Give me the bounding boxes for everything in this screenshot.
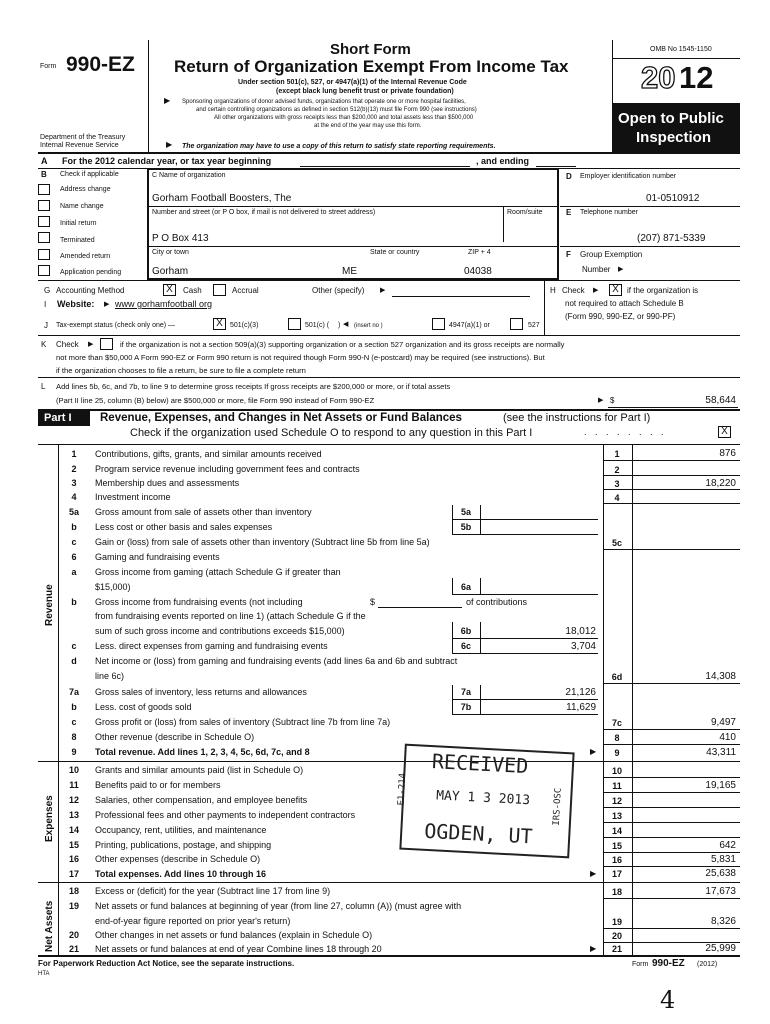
line-14-box: 14 xyxy=(611,826,622,836)
row-h-label: H xyxy=(550,286,556,295)
line-7a-inner-amount[interactable]: 21,126 xyxy=(565,687,596,698)
org-info-box xyxy=(147,168,559,280)
org-street[interactable]: P O Box 413 xyxy=(152,233,209,244)
line-1-text: Contributions, gifts, grants, and similar amounts received xyxy=(95,449,322,459)
line-6b-text3: sum of such gross income and contributions exceeds $15,000) xyxy=(95,626,345,636)
label-address-change: Address change xyxy=(60,186,111,193)
row-l-dollar: $ xyxy=(610,396,615,405)
line-3-amount[interactable]: 18,220 xyxy=(705,478,736,489)
arrow-icon: ▶ xyxy=(593,287,599,294)
title-main: Return of Organization Exempt From Income Tax xyxy=(174,57,569,76)
side-label-revenue: Revenue xyxy=(44,584,55,626)
org-zip[interactable]: 04038 xyxy=(464,266,492,277)
checkbox-application-pending[interactable] xyxy=(38,265,50,276)
label-501c-close: ) xyxy=(338,322,341,329)
line-8-amount[interactable]: 410 xyxy=(719,732,736,743)
ein-value[interactable]: 01-0510912 xyxy=(646,193,700,204)
line-6b-inner-box: 6b xyxy=(460,626,472,636)
org-city[interactable]: Gorham xyxy=(152,266,189,277)
room-label: Room/suite xyxy=(507,209,543,216)
label-terminated: Terminated xyxy=(60,237,95,244)
row-l-line2: (Part II line 25, column (B) below) are $500,000 or more, file Form 990 instead of Form 990-EZ xyxy=(56,396,375,405)
label-4947: 4947(a)(1) or xyxy=(449,322,490,329)
row-k-line3: if the organization chooses to file a return, be sure to file a complete return xyxy=(56,366,306,375)
bullet-arrow-1: ▶ xyxy=(164,96,171,105)
side-label-expenses: Expenses xyxy=(44,795,55,842)
row-h-text2: not required to attach Schedule B xyxy=(565,299,684,308)
line-20-box: 20 xyxy=(611,931,622,941)
line-7b-num: b xyxy=(71,702,77,712)
row-k-label: K xyxy=(41,340,47,349)
line-9-num: 9 xyxy=(71,747,77,757)
website-value[interactable]: www gorhamfootball org xyxy=(115,299,213,309)
line-5b-num: b xyxy=(71,522,77,532)
label-initial-return: Initial return xyxy=(60,220,97,227)
checkbox-amended-return[interactable] xyxy=(38,249,50,260)
line-6a-text: Gross income from gaming (attach Schedule G if greater than xyxy=(95,567,341,577)
line-9-amount[interactable]: 43,311 xyxy=(706,747,736,758)
row-h-check: Check xyxy=(562,286,585,295)
label-501c3: 501(c)(3) xyxy=(230,322,259,329)
line-15-num: 15 xyxy=(68,840,79,850)
arrow-icon: ▶ xyxy=(104,301,110,308)
side-label-net-assets: Net Assets xyxy=(44,900,55,952)
line-5a-inner-box: 5a xyxy=(460,507,471,517)
footer-form-word: Form xyxy=(632,961,649,968)
row-a-ending: , and ending xyxy=(476,156,529,166)
line-17-num: 17 xyxy=(68,869,79,879)
line-1-amount[interactable]: 876 xyxy=(719,448,736,459)
stamp-received: RECEIVED xyxy=(431,749,529,779)
checkbox-accrual[interactable] xyxy=(213,284,226,296)
title-short-form: Short Form xyxy=(330,41,411,58)
zip-label: ZIP + 4 xyxy=(468,249,491,256)
section-b-label: B xyxy=(41,170,47,179)
row-i-label: I xyxy=(44,300,47,309)
line-6b-num: b xyxy=(71,597,77,607)
row-j-text: Tax-exempt status (check only one) — xyxy=(56,322,176,329)
line-6b-text: Gross income from fundraising events (not including xyxy=(95,597,303,607)
row-j-label: J xyxy=(44,321,48,330)
line-19-amount[interactable]: 8,326 xyxy=(710,916,736,927)
line-8-num: 8 xyxy=(71,732,77,742)
line-11-text: Benefits paid to or for members xyxy=(95,780,221,790)
checkbox-terminated[interactable] xyxy=(38,232,50,243)
line-7c-box: 7c xyxy=(611,718,622,728)
line-6b-inner-amount[interactable]: 18,012 xyxy=(565,626,596,637)
line-9-box: 9 xyxy=(614,748,620,758)
gross-receipts-amount[interactable]: 58,644 xyxy=(705,395,736,406)
line-14-num: 14 xyxy=(68,825,79,835)
line-6c-text: Less. direct expenses from gaming and fundraising events xyxy=(95,641,328,651)
org-state[interactable]: ME xyxy=(342,266,357,277)
line-7b-inner-amount[interactable]: 11,629 xyxy=(566,702,596,713)
checkbox-501c3[interactable]: X xyxy=(213,318,226,330)
stamp-city: OGDEN, UT xyxy=(423,818,534,849)
checkbox-schedule-o[interactable]: X xyxy=(718,426,731,438)
line-21-amount[interactable]: 25,999 xyxy=(705,943,736,954)
arrow-left-icon: ◀ xyxy=(343,321,349,328)
arrow-icon: ▶ xyxy=(598,397,604,404)
line-19-num: 19 xyxy=(68,901,79,911)
form-number: 990-EZ xyxy=(66,53,135,76)
checkbox-name-change[interactable] xyxy=(38,200,50,211)
bullet1b: and certain controlling organizations as defined in section 512(b)(13) must file Form 990 (see instructions) xyxy=(196,107,477,113)
row-g-text: Accounting Method xyxy=(56,286,125,295)
line-7b-text: Less. cost of goods sold xyxy=(95,702,192,712)
line-7b-inner-box: 7b xyxy=(460,702,472,712)
line-6b-text2: from fundraising events reported on line 1) (attach Schedule G if the xyxy=(95,611,366,621)
row-a-label: A xyxy=(41,156,48,166)
section-d-label: D xyxy=(566,172,572,181)
section-f-number: Number xyxy=(582,265,611,274)
street-label: Number and street (or P O box, if mail is not delivered to street address) xyxy=(152,209,376,216)
part-i-title-note: (see the instructions for Part I) xyxy=(503,412,651,424)
line-2-num: 2 xyxy=(71,464,77,474)
bullet1d: at the end of the year may use this form. xyxy=(314,123,422,129)
label-cash: Cash xyxy=(183,286,202,295)
row-h-text3: (Form 990, 990-EZ, or 990-PF) xyxy=(565,312,676,321)
line-1-box: 1 xyxy=(614,449,620,459)
open-public-line1: Open to Public xyxy=(618,110,724,127)
part-i-title: Revenue, Expenses, and Changes in Net Assets or Fund Balances xyxy=(100,412,462,424)
line-5b-inner-box: 5b xyxy=(460,522,472,532)
label-amended-return: Amended return xyxy=(60,253,111,260)
line-5c-num: c xyxy=(71,537,77,547)
line-6b-text-b: of contributions xyxy=(466,597,528,607)
line-12-box: 12 xyxy=(611,796,622,806)
line-4-text: Investment income xyxy=(95,492,171,502)
line-6c-num: c xyxy=(71,641,77,651)
part-i-tag: Part I xyxy=(44,412,72,424)
line-7a-text: Gross sales of inventory, less returns and allowances xyxy=(95,687,307,697)
line-1-num: 1 xyxy=(71,449,77,459)
row-a-text: For the 2012 calendar year, or tax year beginning xyxy=(62,156,272,166)
org-name-label: C Name of organization xyxy=(152,172,226,179)
handwritten-page-mark: 4 xyxy=(660,986,676,1014)
line-6-num: 6 xyxy=(71,552,77,562)
form-word: Form xyxy=(40,63,57,70)
line-19-text2: end-of-year figure reported on prior year's return) xyxy=(95,916,291,926)
arrow-icon: ▶ xyxy=(590,747,597,756)
line-6d-num: d xyxy=(71,656,77,666)
irs-label: Internal Revenue Service xyxy=(40,142,119,149)
line-6c-inner-box: 6c xyxy=(460,641,471,651)
dept-treasury: Department of the Treasury xyxy=(40,134,126,141)
line-19-box: 19 xyxy=(611,917,622,927)
line-6d-text: Net income or (loss) from gaming and fundraising events (add lines 6a and 6b and subtract xyxy=(95,656,458,666)
arrow-icon: ▶ xyxy=(590,944,597,953)
line-4-num: 4 xyxy=(71,492,77,502)
checkbox-527[interactable] xyxy=(510,318,523,330)
line-5b-text: Less cost or other basis and sales expenses xyxy=(95,522,273,532)
checkbox-initial-return[interactable] xyxy=(38,216,50,227)
label-accrual: Accrual xyxy=(232,286,259,295)
footer-paperwork: For Paperwork Reduction Act Notice, see the separate instructions. xyxy=(38,959,295,968)
checkbox-schedule-b[interactable]: X xyxy=(609,284,622,296)
checkbox-501c[interactable] xyxy=(288,318,301,330)
line-6d-amount[interactable]: 14,308 xyxy=(705,671,736,682)
line-10-box: 10 xyxy=(611,766,622,776)
state-label: State or country xyxy=(370,249,420,256)
omb-number: OMB No 1545-1150 xyxy=(650,46,712,53)
line-13-num: 13 xyxy=(68,810,79,820)
line-5c-text: Gain or (loss) from sale of assets other than inventory (Subtract line 5b from line 5a) xyxy=(95,537,430,547)
line-5c-box: 5c xyxy=(611,538,622,548)
label-insert-no: (insert no ) xyxy=(354,323,383,329)
tax-year-outline: 20 xyxy=(641,60,676,95)
line-11-num: 11 xyxy=(69,780,79,790)
row-g-label: G xyxy=(44,286,51,295)
section-f-label: F xyxy=(566,250,571,259)
line-4-box: 4 xyxy=(614,493,620,503)
stamp-right-code: IRS-OSC xyxy=(551,787,564,826)
line-7c-num: c xyxy=(71,717,77,727)
part-i-check-line: Check if the organization used Schedule O to respond to any question in this Part I xyxy=(130,427,533,439)
line-12-num: 12 xyxy=(68,795,79,805)
line-3-box: 3 xyxy=(614,479,620,489)
section-b-title: Check if applicable xyxy=(60,171,119,178)
line-11-amount[interactable]: 19,165 xyxy=(705,780,736,791)
line-6b-dollar: $ xyxy=(370,597,376,607)
part-i-leaders: . . . . . . . . xyxy=(584,427,667,437)
open-public-line2: Inspection xyxy=(636,129,712,146)
line-10-num: 10 xyxy=(68,765,79,775)
line-16-box: 16 xyxy=(611,855,622,865)
footer-form-number: 990-EZ xyxy=(652,958,685,969)
line-5a-text: Gross amount from sale of assets other than inventory xyxy=(95,507,312,517)
row-l-label: L xyxy=(41,382,46,391)
label-name-change: Name change xyxy=(60,203,104,210)
line-11-box: 11 xyxy=(612,781,622,791)
label-application-pending: Application pending xyxy=(60,269,122,276)
city-label: City or town xyxy=(152,249,189,256)
tax-year-bold: 12 xyxy=(679,60,714,95)
line-21-box: 21 xyxy=(611,944,622,954)
line-18-text: Excess or (deficit) for the year (Subtract line 17 from line 9) xyxy=(95,886,331,896)
line-14-text: Occupancy, rent, utilities, and maintenance xyxy=(95,825,267,835)
line-10-text: Grants and similar amounts paid (list in Schedule O) xyxy=(95,765,304,775)
phone-value[interactable]: (207) 871-5339 xyxy=(637,233,706,244)
footer-form-year: (2012) xyxy=(697,961,718,968)
line-7a-num: 7a xyxy=(68,687,79,697)
line-17-box: 17 xyxy=(611,869,622,879)
section-f-title: Group Exemption xyxy=(580,250,643,259)
row-k-line2: not more than $50,000 A Form 990-EZ or Form 990 return is not required though Form 990-N (e-postcard) may be required (see instructions). But xyxy=(56,353,545,362)
line-8-text: Other revenue (describe in Schedule O) xyxy=(95,732,255,742)
line-6a-inner-box: 6a xyxy=(460,582,471,592)
label-501c: 501(c) ( xyxy=(305,322,330,329)
section-e-title: Telephone number xyxy=(580,209,638,216)
line-6d-text2: line 6c) xyxy=(95,671,125,681)
line-7a-inner-box: 7a xyxy=(460,687,471,697)
line-15-text: Printing, publications, postage, and shipping xyxy=(95,840,272,850)
line-13-box: 13 xyxy=(611,811,622,821)
line-15-box: 15 xyxy=(611,841,622,851)
line-17-text: Total expenses. Add lines 10 through 16 xyxy=(95,869,267,879)
line-21-text: Net assets or fund balances at end of year Combine lines 18 through 20 xyxy=(95,944,382,954)
org-name[interactable]: Gorham Football Boosters, The xyxy=(152,193,292,204)
line-20-num: 20 xyxy=(68,930,79,940)
line-20-text: Other changes in net assets or fund balances (explain in Schedule O) xyxy=(95,930,373,940)
section-e-label: E xyxy=(566,208,572,217)
arrow-icon: ▶ xyxy=(380,287,386,294)
bullet1c: All other organizations with gross receipts less than $200,000 and total assets less than $500,000 xyxy=(214,115,474,121)
line-3-text: Membership dues and assessments xyxy=(95,478,240,488)
checkbox-address-change[interactable] xyxy=(38,184,50,195)
arrow-icon: ▶ xyxy=(618,266,624,273)
checkbox-cash[interactable]: X xyxy=(163,284,176,296)
line-18-box: 18 xyxy=(611,887,622,897)
section-d-title: Employer identification number xyxy=(580,173,677,180)
line-18-amount[interactable]: 17,673 xyxy=(705,886,736,897)
line-21-num: 21 xyxy=(68,944,79,954)
line-2-box: 2 xyxy=(614,465,620,475)
line-6c-inner-amount[interactable]: 3,704 xyxy=(570,641,596,652)
row-h-text1: if the organization is xyxy=(627,286,699,295)
website-label: Website: xyxy=(57,299,95,309)
bullet2: The organization may have to use a copy of this return to satisfy state reporting requirements. xyxy=(182,143,496,150)
line-6d-box: 6d xyxy=(611,672,623,682)
line-9-text: Total revenue. Add lines 1, 2, 3, 4, 5c, 6d, 7c, and 8 xyxy=(95,747,310,757)
under-section: Under section 501(c), 527, or 4947(a)(1) of the Internal Revenue Code xyxy=(238,79,467,86)
checkbox-k[interactable] xyxy=(100,338,113,350)
line-15-amount[interactable]: 642 xyxy=(719,840,736,851)
line-18-num: 18 xyxy=(68,886,79,896)
line-5a-num: 5a xyxy=(68,507,79,517)
stamp-date: MAY 1 3 2013 xyxy=(435,788,531,809)
stamp-left-code: E1-214 xyxy=(396,772,409,806)
line-12-text: Salaries, other compensation, and employee benefits xyxy=(95,795,308,805)
line-19-text: Net assets or fund balances at beginning of year (from line 27, column (A)) (must agree with xyxy=(95,901,462,911)
arrow-icon: ▶ xyxy=(590,869,597,878)
line-3-num: 3 xyxy=(71,478,77,488)
footer-hta: HTA xyxy=(38,971,50,977)
label-527: 527 xyxy=(528,322,540,329)
line-7c-text: Gross profit or (loss) from sales of inventory (Subtract line 7b from line 7a) xyxy=(95,717,391,727)
line-16-amount[interactable]: 5,831 xyxy=(710,854,736,865)
received-stamp xyxy=(396,744,574,859)
except-text: (except black lung benefit trust or private foundation) xyxy=(276,88,454,95)
line-8-box: 8 xyxy=(614,733,620,743)
line-2-text: Program service revenue including government fees and contracts xyxy=(95,464,360,474)
bullet1a: Sponsoring organizations of donor advised funds, organizations that operate one or more hospital facilities, xyxy=(182,99,466,105)
line-13-text: Professional fees and other payments to independent contractors xyxy=(95,810,356,820)
line-6a-num: a xyxy=(71,567,77,577)
line-6-text: Gaming and fundraising events xyxy=(95,552,220,562)
line-16-num: 16 xyxy=(68,854,79,864)
line-7c-amount[interactable]: 9,497 xyxy=(710,717,736,728)
line-16-text: Other expenses (describe in Schedule O) xyxy=(95,854,261,864)
row-k-line1: if the organization is not a section 509(a)(3) supporting organization or a section 527 organization and its gross receipts are normally xyxy=(120,340,565,349)
label-other-specify: Other (specify) xyxy=(312,286,365,295)
line-17-amount[interactable]: 25,638 xyxy=(705,868,736,879)
row-k-check: Check xyxy=(56,340,79,349)
row-l-line1: Add lines 5b, 6c, and 7b, to line 9 to determine gross receipts If gross receipts are $200,000 or more, or if total assets xyxy=(56,382,451,391)
arrow-icon: ▶ xyxy=(88,341,94,348)
checkbox-4947[interactable] xyxy=(432,318,445,330)
line-6a-text2: $15,000) xyxy=(95,582,131,592)
bullet-arrow-2: ▶ xyxy=(166,140,173,149)
